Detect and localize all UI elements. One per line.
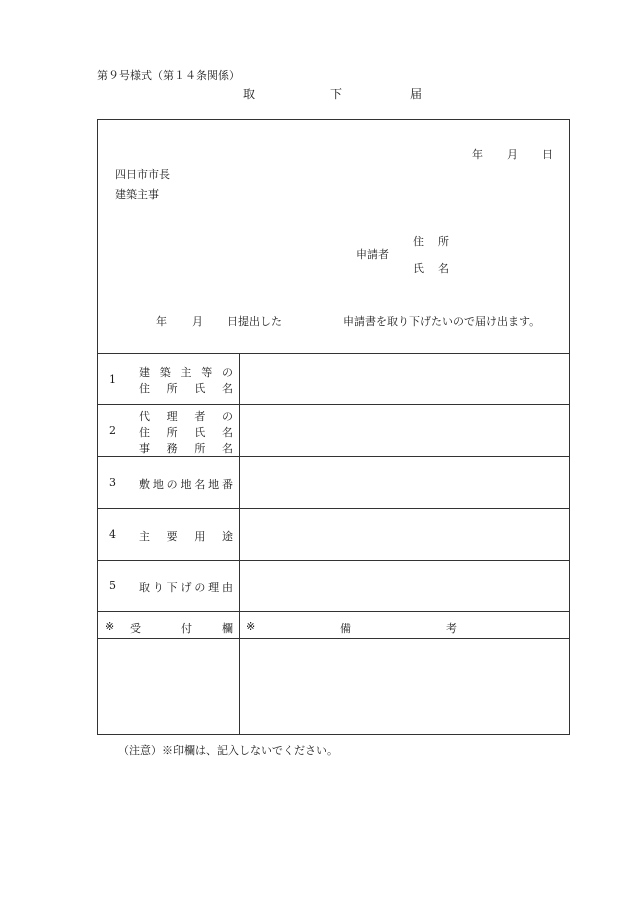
row-1-char: 住: [139, 382, 150, 395]
statement-year: 年: [156, 315, 167, 328]
row-2-char: 住: [139, 426, 150, 439]
row-1-char: 氏: [194, 382, 206, 395]
remarks-char-1: 備: [340, 622, 351, 635]
row-5-char: げ: [180, 581, 192, 594]
row-4-label: [139, 528, 233, 544]
reception-area: [99, 640, 238, 734]
table-top-border: [97, 353, 570, 354]
remarks-area: [241, 640, 569, 734]
row-5-input-cell[interactable]: [241, 562, 569, 610]
row-2-char: 理: [166, 410, 178, 423]
row-3-char: 地: [208, 478, 220, 491]
row-divider-3: [97, 508, 570, 509]
note-text: （注意）※印欄は、記入しないでください。: [118, 744, 338, 757]
row-2-char: 氏: [194, 426, 206, 439]
row-3-char: 名: [194, 478, 206, 491]
statement-month: 月: [192, 315, 203, 328]
name-label-1: 氏: [413, 262, 424, 275]
remarks-mark: ※: [246, 620, 256, 633]
row-3-number: 3: [109, 476, 116, 489]
row-divider-1: [97, 404, 570, 405]
row-1-label-line-1: [139, 364, 233, 380]
row-divider-5: [97, 611, 570, 612]
reception-char-3: 欄: [222, 622, 233, 635]
row-2-char: 名: [221, 426, 233, 439]
row-2-number: 2: [109, 424, 116, 437]
title-char-1: 取: [243, 87, 256, 101]
row-2-char: 名: [221, 442, 233, 455]
row-2-char: 務: [166, 442, 178, 455]
row-3-input-cell[interactable]: [241, 458, 569, 507]
row-1-char: 建: [139, 366, 150, 379]
name-label-2: 名: [438, 262, 449, 275]
title-char-3: 届: [410, 87, 423, 101]
row-3-char: の: [166, 478, 178, 491]
row-4-char: 途: [221, 530, 233, 543]
row-2-input-cell[interactable]: [241, 406, 569, 455]
row-4-char: 用: [194, 530, 206, 543]
row-2-char: 所: [194, 442, 206, 455]
row-5-char: の: [194, 581, 206, 594]
row-3-char: 敷: [139, 478, 150, 491]
row-4-input-cell[interactable]: [241, 510, 569, 559]
date-year-label: 年: [472, 148, 483, 161]
row-1-char: 名: [221, 382, 233, 395]
row-4-char: 要: [166, 530, 178, 543]
row-1-label-line-2: [139, 380, 233, 396]
row-3-char: 地: [180, 478, 192, 491]
row-2-label-line-3: [139, 440, 233, 456]
row-divider-2: [97, 456, 570, 457]
form-number: 第９号様式（第１４条関係）: [97, 69, 240, 82]
row-4-number: 4: [109, 528, 116, 541]
title-char-2: 下: [330, 87, 343, 101]
row-3-char: 地: [152, 478, 164, 491]
addressee-mayor: 四日市市長: [115, 168, 170, 181]
row-2-char: 事: [139, 442, 150, 455]
row-1-char: 等: [201, 366, 213, 379]
reception-char-2: 付: [181, 622, 192, 635]
row-2-char: 代: [139, 410, 150, 423]
reception-char-1: 受: [130, 622, 141, 635]
row-3-label: [139, 476, 233, 492]
row-5-label: [139, 579, 233, 595]
address-label-1: 住: [413, 235, 424, 248]
date-day-label: 日: [542, 148, 553, 161]
applicant-label: 申請者: [356, 248, 389, 261]
column-divider: [239, 353, 240, 735]
reception-mark: ※: [105, 620, 115, 633]
row-5-char: 取: [139, 581, 150, 594]
row-1-number: 1: [109, 373, 116, 386]
row-4-char: 主: [139, 530, 150, 543]
row-3-char: 番: [221, 478, 233, 491]
row-5-char: 由: [221, 581, 233, 594]
row-2-char: の: [221, 410, 233, 423]
row-1-input-cell[interactable]: [241, 355, 569, 403]
address-label-2: 所: [438, 235, 449, 248]
row-1-char: 主: [180, 366, 192, 379]
row-divider-4: [97, 560, 570, 561]
remarks-char-2: 考: [446, 622, 457, 635]
statement-rest: 申請書を取り下げたいので届け出ます。: [343, 315, 541, 328]
row-5-number: 5: [109, 579, 116, 592]
row-1-char: の: [222, 366, 233, 379]
row-1-char: 築: [159, 366, 171, 379]
row-2-char: 者: [194, 410, 206, 423]
row-5-char: 下: [166, 581, 178, 594]
row-2-char: 所: [166, 426, 178, 439]
row-2-label-line-2: [139, 424, 233, 440]
footer-header-divider: [97, 638, 570, 639]
row-5-char: 理: [208, 581, 220, 594]
row-5-char: り: [152, 581, 164, 594]
row-1-char: 所: [166, 382, 178, 395]
row-2-label-line-1: [139, 408, 233, 424]
addressee-building-official: 建築主事: [115, 188, 159, 201]
statement-day-submitted: 日提出した: [227, 315, 282, 328]
date-month-label: 月: [507, 148, 518, 161]
